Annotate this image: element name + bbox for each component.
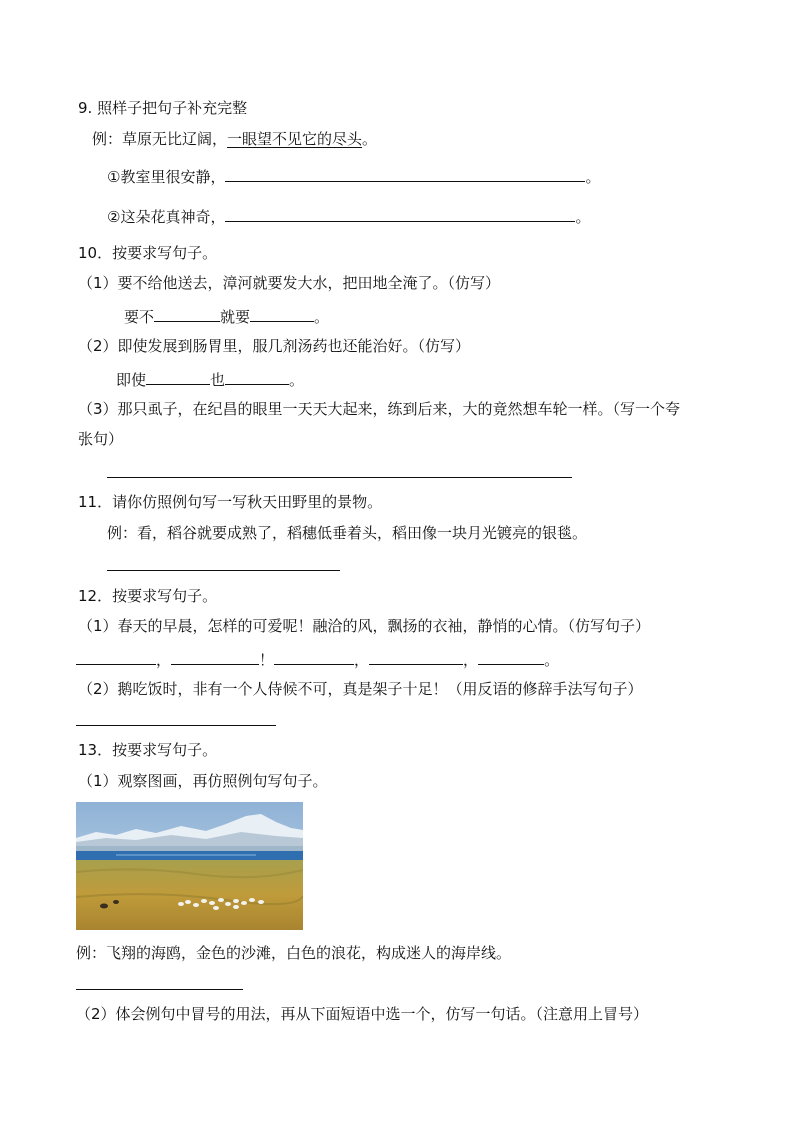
q10-p2-blank-a[interactable] (146, 368, 210, 385)
q9-item-2-text: ②这朵花真神奇， (107, 208, 226, 226)
grassland-photo (76, 802, 303, 930)
q9-item-2 (107, 205, 590, 227)
q12-sep-3: ， (354, 651, 370, 669)
q9-item-1-text: ①教室里很安静， (107, 168, 226, 186)
q12-part-1-answer (76, 648, 559, 670)
q10-part-2-answer (116, 368, 304, 390)
q9-item-1-blank[interactable] (225, 165, 585, 182)
q12-sep-1: ， (156, 651, 172, 669)
q12-answer-line[interactable] (76, 725, 276, 726)
q10-title: 10．按要求写句子。 (78, 244, 218, 262)
q10-part-1-answer (124, 305, 329, 327)
q10-p2-word-b: 也 (210, 371, 226, 389)
q10-p1-end: 。 (314, 308, 330, 326)
q12-title: 12．按要求写句子。 (78, 587, 218, 605)
q10-p2-blank-b[interactable] (225, 368, 289, 385)
q9-item-1-end: 。 (585, 168, 601, 186)
q12-end: 。 (544, 651, 560, 669)
q13-example: 例：飞翔的海鸥，金色的沙滩，白色的浪花，构成迷人的海岸线。 (76, 944, 512, 962)
q9-item-2-blank[interactable] (225, 205, 575, 222)
q10-p1-word-b: 就要 (220, 308, 251, 326)
q11-title: 11．请你仿照例句写一写秋天田野里的景物。 (78, 493, 383, 511)
q10-p2-end: 。 (289, 371, 305, 389)
q10-p1-blank-b[interactable] (250, 305, 314, 322)
q9-example-underlined: 一眼望不见它的尽头 (227, 130, 363, 148)
q10-part-3-line-2: 张句） (78, 430, 124, 448)
q12-part-2: （2）鹅吃饭时，非有一个人侍候不可，真是架子十足！（用反语的修辞手法写句子） (78, 680, 643, 698)
q12-blank-3[interactable] (274, 648, 354, 665)
q11-answer-line[interactable] (107, 570, 340, 571)
q10-part-2: （2）即使发展到肠胃里，服几剂汤药也还能治好。（仿写） (78, 337, 471, 355)
q12-blank-2[interactable] (171, 648, 259, 665)
q9-example (92, 129, 377, 149)
q10-part-1: （1）要不给他送去，漳河就要发大水，把田地全淹了。（仿写） (78, 274, 501, 292)
q12-blank-4[interactable] (369, 648, 463, 665)
q13-title: 13．按要求写句子。 (78, 741, 218, 759)
q12-blank-1[interactable] (76, 648, 156, 665)
q9-title: 9. 照样子把句子补充完整 (78, 99, 248, 117)
q12-blank-5[interactable] (478, 648, 544, 665)
q10-p1-word-a: 要不 (124, 308, 155, 326)
q13-part-1: （1）观察图画，再仿照例句写句子。 (78, 772, 328, 790)
q12-part-1: （1）春天的早晨，怎样的可爱呢！融洽的风，飘扬的衣袖，静悄的心情。（仿写句子） (78, 617, 651, 635)
grassland-photo-drawing (76, 802, 303, 930)
q9-item-1 (107, 165, 600, 187)
q9-item-2-end: 。 (575, 208, 591, 226)
q10-p1-blank-a[interactable] (154, 305, 220, 322)
q11-example: 例：看，稻谷就要成熟了，稻穗低垂着头，稻田像一块月光镀亮的银毯。 (107, 524, 588, 542)
q10-part-3-line-1: （3）那只虱子，在纪昌的眼里一天天大起来，练到后来，大的竟然想车轮一样。（写一个夸 (78, 400, 681, 418)
q10-p2-word-a: 即使 (116, 371, 147, 389)
q12-sep-2: ！ (259, 651, 275, 669)
q9-example-suffix: 。 (362, 130, 378, 148)
q13-answer-line[interactable] (76, 989, 243, 990)
q12-sep-4: ， (463, 651, 479, 669)
q9-example-prefix: 例：草原无比辽阔， (92, 130, 228, 148)
q10-part-3-answer-line[interactable] (107, 477, 572, 478)
q13-part-2: （2）体会例句中冒号的用法，再从下面短语中选一个，仿写一句话。（注意用上冒号） (76, 1005, 649, 1023)
